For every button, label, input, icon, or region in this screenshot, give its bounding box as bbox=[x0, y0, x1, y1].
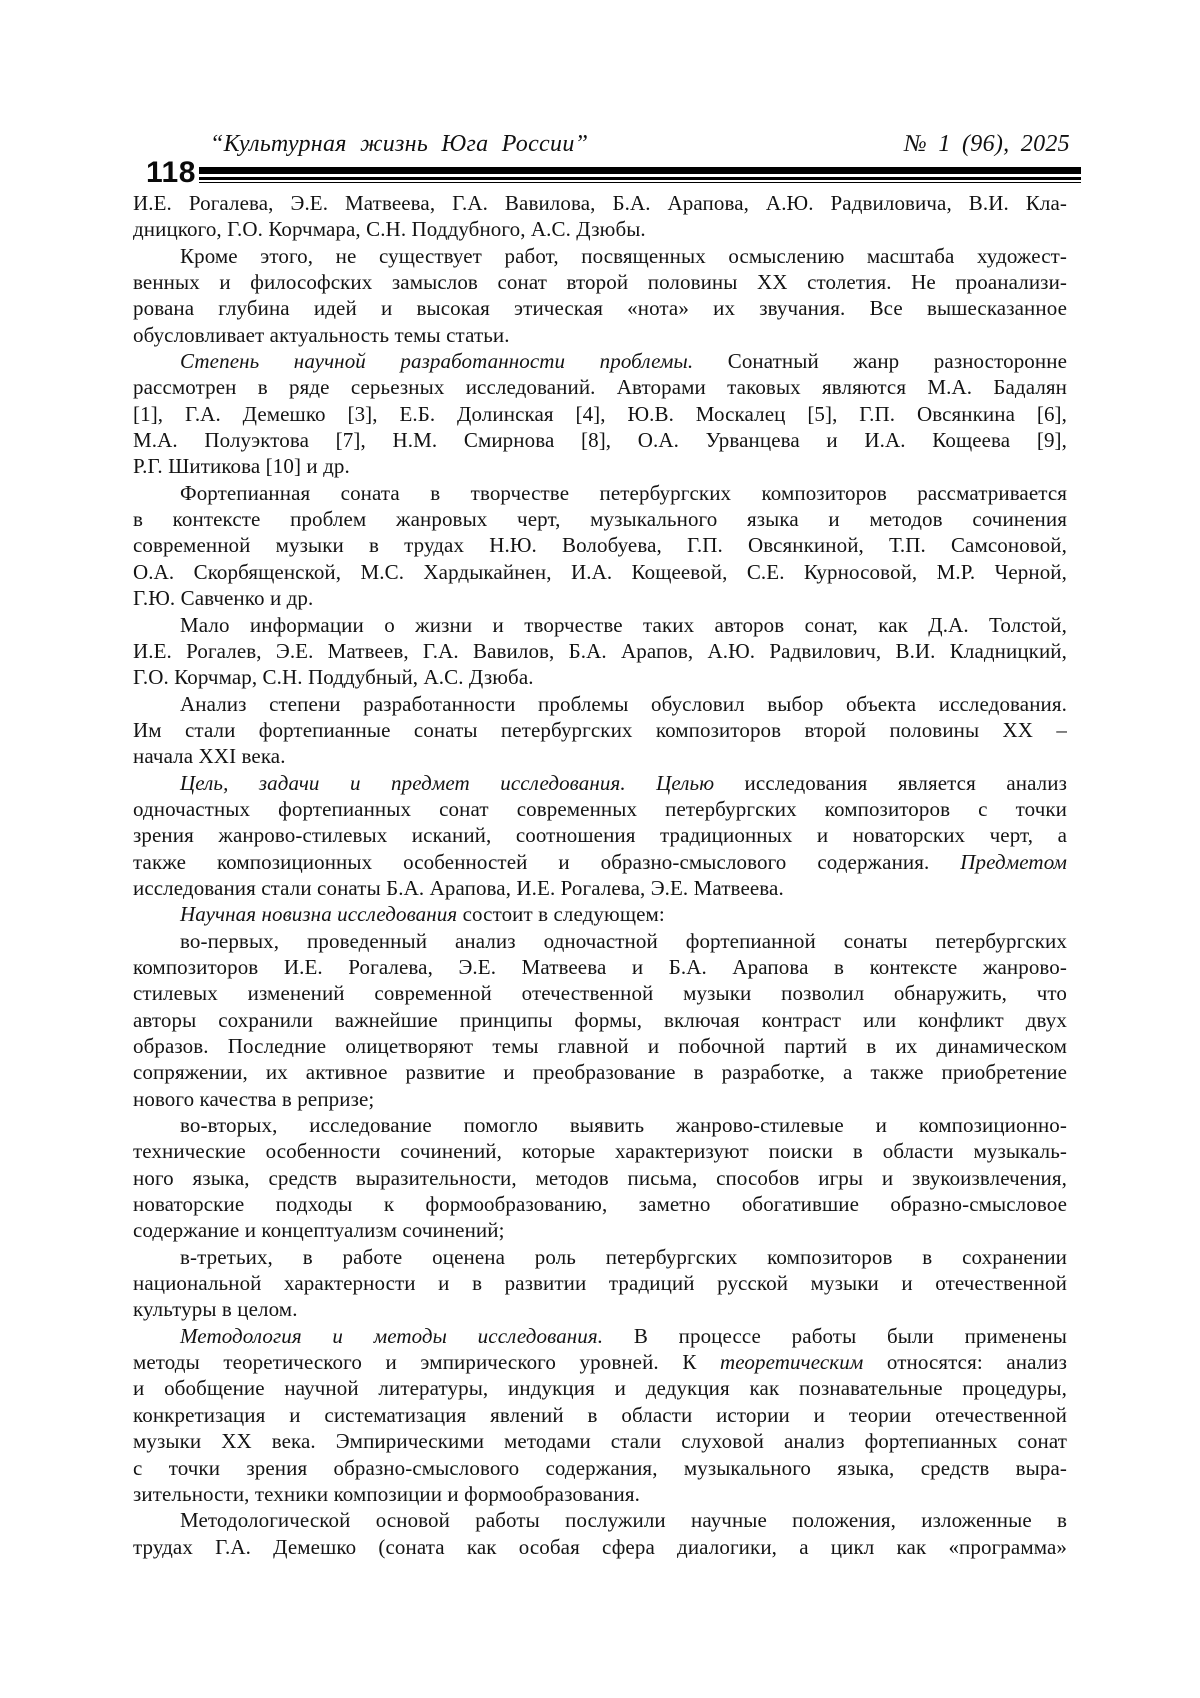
text-run: трудах Г.А. Демешко (соната как особая сфера диалогики, а цикл как «программа» bbox=[133, 1534, 1067, 1559]
header-rule-mid bbox=[199, 177, 1081, 180]
text-run: сопряжении, их активное развитие и преобразование в разработке, а также приобретение bbox=[133, 1060, 1067, 1085]
text-line bbox=[133, 1165, 1067, 1191]
text-line bbox=[133, 1007, 1067, 1033]
text-line bbox=[133, 954, 1067, 980]
text-line bbox=[133, 1112, 1067, 1138]
text-line bbox=[133, 532, 1067, 558]
text-line bbox=[133, 612, 1067, 638]
text-run: культуры в целом. bbox=[133, 1297, 298, 1322]
text-run: исследования стали сонаты Б.А. Арапова, И.Е. Рогалева, Э.Е. Матвеева. bbox=[133, 875, 784, 900]
text-run: В процессе работы были применены bbox=[603, 1323, 1067, 1348]
text-line bbox=[133, 1296, 1067, 1322]
italic-run: Степень научной разработанности проблемы. bbox=[180, 349, 694, 374]
text-run: технические особенности сочинений, которые характеризуют поиски в области музыкаль- bbox=[133, 1139, 1067, 1164]
text-run: также композиционных особенностей и образно-смыслового содержания. bbox=[133, 849, 961, 874]
text-run: дницкого, Г.О. Корчмара, С.Н. Поддубного, А.С. Дзюбы. bbox=[133, 217, 646, 242]
text-run: стилевых изменений современной отечественной музыки позволил обнаружить, что bbox=[133, 981, 1067, 1006]
text-run: новаторские подходы к формообразованию, заметно обогатившие образно-смысловое bbox=[133, 1192, 1067, 1217]
text-run: М.А. Полуэктова [7], Н.М. Смирнова [8], О.А. Урванцева и И.А. Кощеева [9], bbox=[133, 428, 1067, 453]
text-run: национальной характерности и в развитии традиций русской музыки и отечественной bbox=[133, 1271, 1067, 1296]
issue-info: № 1 (96), 2025 bbox=[904, 131, 1070, 157]
text-line bbox=[133, 269, 1067, 295]
text-line bbox=[133, 901, 1067, 927]
text-line bbox=[133, 1138, 1067, 1164]
text-run: Им стали фортепианные сонаты петербургских композиторов второй половины XX – bbox=[133, 717, 1067, 742]
text-run: И.Е. Рогалева, Э.Е. Матвеева, Г.А. Вавилова, Б.А. Арапова, А.Ю. Радвиловича, В.И. Кла- bbox=[133, 191, 1067, 215]
text-line bbox=[133, 480, 1067, 506]
text-line bbox=[133, 1428, 1067, 1454]
text-run: начала XXI века. bbox=[133, 744, 286, 769]
text-run: современной музыки в трудах Н.Ю. Волобуева, Г.П. Овсянкиной, Т.П. Самсоновой, bbox=[133, 533, 1067, 558]
text-line bbox=[133, 243, 1067, 269]
text-run: в контексте проблем жанровых черт, музыкального языка и методов сочинения bbox=[133, 507, 1067, 532]
text-run: зрения жанрово-стилевых исканий, соотношения традиционных и новаторских черт, а bbox=[133, 823, 1067, 848]
text-line bbox=[133, 1402, 1067, 1428]
text-line bbox=[133, 427, 1067, 453]
text-run: Кроме этого, не существует работ, посвященных осмыслению масштаба художест- bbox=[180, 243, 1067, 268]
text-line bbox=[133, 796, 1067, 822]
text-run: Г.О. Корчмар, С.Н. Поддубный, А.С. Дзюба. bbox=[133, 665, 534, 690]
text-run: рована глубина идей и высокая этическая «нота» их звучания. Все вышесказанное bbox=[133, 296, 1067, 321]
text-run: обусловливает актуальность темы статьи. bbox=[133, 322, 510, 347]
text-line bbox=[133, 691, 1067, 717]
text-run: конкретизация и систематизация явлений в области истории и теории отечественной bbox=[133, 1402, 1067, 1427]
text-line bbox=[133, 374, 1067, 400]
header-rule-thin bbox=[199, 182, 1081, 184]
text-run: состоит в следующем: bbox=[457, 902, 665, 927]
text-run: Г.Ю. Савченко и др. bbox=[133, 586, 314, 611]
text-run: нового качества в репризе; bbox=[133, 1086, 375, 1111]
text-line bbox=[133, 1244, 1067, 1270]
text-run: во-первых, проведенный анализ одночастной фортепианной сонаты петербургских bbox=[180, 928, 1067, 953]
text-line bbox=[133, 1481, 1067, 1507]
text-run: и обобщение научной литературы, индукция и дедукция как познавательные процедуры, bbox=[133, 1376, 1067, 1401]
text-line bbox=[133, 1455, 1067, 1481]
text-run: в-третьих, в работе оценена роль петербургских композиторов в сохранении bbox=[180, 1244, 1067, 1269]
text-line bbox=[133, 216, 1067, 242]
text-run: И.Е. Рогалев, Э.Е. Матвеев, Г.А. Вавилов, Б.А. Арапов, А.Ю. Радвилович, В.И. Кладницкий, bbox=[133, 638, 1067, 663]
text-line bbox=[133, 849, 1067, 875]
italic-run: Цель, задачи и предмет исследования. Целью bbox=[180, 770, 715, 795]
italic-run: теоретическим bbox=[720, 1350, 864, 1375]
text-line bbox=[133, 559, 1067, 585]
text-line bbox=[133, 322, 1067, 348]
text-run: зительности, техники композиции и формообразования. bbox=[133, 1481, 640, 1506]
text-run: Р.Г. Шитикова [10] и др. bbox=[133, 454, 350, 479]
text-run: Сонатный жанр разносторонне bbox=[693, 349, 1067, 374]
text-run: рассмотрен в ряде серьезных исследований. Авторами таковых являются М.А. Бадалян bbox=[133, 375, 1067, 400]
text-line bbox=[133, 1507, 1067, 1533]
text-line bbox=[133, 453, 1067, 479]
italic-run: Предметом bbox=[960, 849, 1067, 874]
text-line bbox=[133, 743, 1067, 769]
header-rule bbox=[199, 167, 1081, 183]
text-line bbox=[133, 1323, 1067, 1349]
text-run: относятся: анализ bbox=[863, 1350, 1067, 1375]
text-line bbox=[133, 664, 1067, 690]
text-line bbox=[133, 928, 1067, 954]
text-run: авторы сохранили важнейшие принципы формы, включая контраст или конфликт двух bbox=[133, 1007, 1067, 1032]
page-number: 118 bbox=[146, 156, 196, 189]
text-line bbox=[133, 1375, 1067, 1401]
header-rule-thick bbox=[199, 167, 1081, 174]
text-run: О.А. Скорбященской, М.С. Хардыкайнен, И.А. Кощеевой, С.Е. Курносовой, М.Р. Черной, bbox=[133, 559, 1067, 584]
italic-run: Методология и методы исследования. bbox=[180, 1323, 604, 1348]
text-line bbox=[133, 1270, 1067, 1296]
text-line bbox=[133, 875, 1067, 901]
text-run: венных и философских замыслов сонат второй половины XX столетия. Не проанализи- bbox=[133, 270, 1067, 295]
text-run: методы теоретического и эмпирического уровней. К bbox=[133, 1350, 720, 1375]
text-line bbox=[133, 1059, 1067, 1085]
text-run: музыки XX века. Эмпирическими методами стали слуховой анализ фортепианных сонат bbox=[133, 1429, 1067, 1454]
text-run: Фортепианная соната в творчестве петербургских композиторов рассматривается bbox=[180, 480, 1067, 505]
text-line bbox=[133, 1086, 1067, 1112]
text-run: образов. Последние олицетворяют темы главной и побочной партий в их динамическом bbox=[133, 1034, 1067, 1058]
text-line bbox=[133, 822, 1067, 848]
text-run: исследования является анализ bbox=[714, 770, 1067, 795]
text-line bbox=[133, 190, 1067, 216]
article-body bbox=[133, 190, 1067, 1560]
text-line bbox=[133, 585, 1067, 611]
text-run: Методологической основой работы послужили научные положения, изложенные в bbox=[180, 1508, 1067, 1533]
text-line bbox=[133, 717, 1067, 743]
text-line bbox=[133, 1033, 1067, 1059]
text-line bbox=[133, 506, 1067, 532]
italic-run: Научная новизна исследования bbox=[180, 902, 458, 927]
text-run: во-вторых, исследование помогло выявить жанрово-стилевые и композиционно- bbox=[180, 1113, 1067, 1138]
text-line bbox=[133, 1349, 1067, 1375]
text-run: одночастных фортепианных сонат современных петербургских композиторов с точки bbox=[133, 796, 1067, 821]
journal-title: “Культурная жизнь Юга России” bbox=[210, 131, 589, 157]
text-line bbox=[133, 770, 1067, 796]
text-line bbox=[133, 1217, 1067, 1243]
text-run: с точки зрения образно-смыслового содержания, музыкального языка, средств выра- bbox=[133, 1455, 1067, 1480]
text-line bbox=[133, 401, 1067, 427]
text-run: ного языка, средств выразительности, методов письма, способов игры и звукоизвлечения, bbox=[133, 1165, 1067, 1190]
text-run: Анализ степени разработанности проблемы обусловил выбор объекта исследования. bbox=[180, 691, 1067, 716]
text-run: [1], Г.А. Демешко [3], Е.Б. Долинская [4], Ю.В. Москалец [5], Г.П. Овсянкина [6], bbox=[133, 401, 1067, 426]
text-line bbox=[133, 1191, 1067, 1217]
text-line bbox=[133, 638, 1067, 664]
text-run: Мало информации о жизни и творчестве таких авторов сонат, как Д.А. Толстой, bbox=[180, 612, 1067, 637]
text-run: содержание и концептуализм сочинений; bbox=[133, 1218, 505, 1243]
text-line bbox=[133, 980, 1067, 1006]
text-line bbox=[133, 295, 1067, 321]
text-line bbox=[133, 348, 1067, 374]
text-run: композиторов И.Е. Рогалева, Э.Е. Матвеева и Б.А. Арапова в контексте жанрово- bbox=[133, 954, 1067, 979]
text-line bbox=[133, 1534, 1067, 1560]
